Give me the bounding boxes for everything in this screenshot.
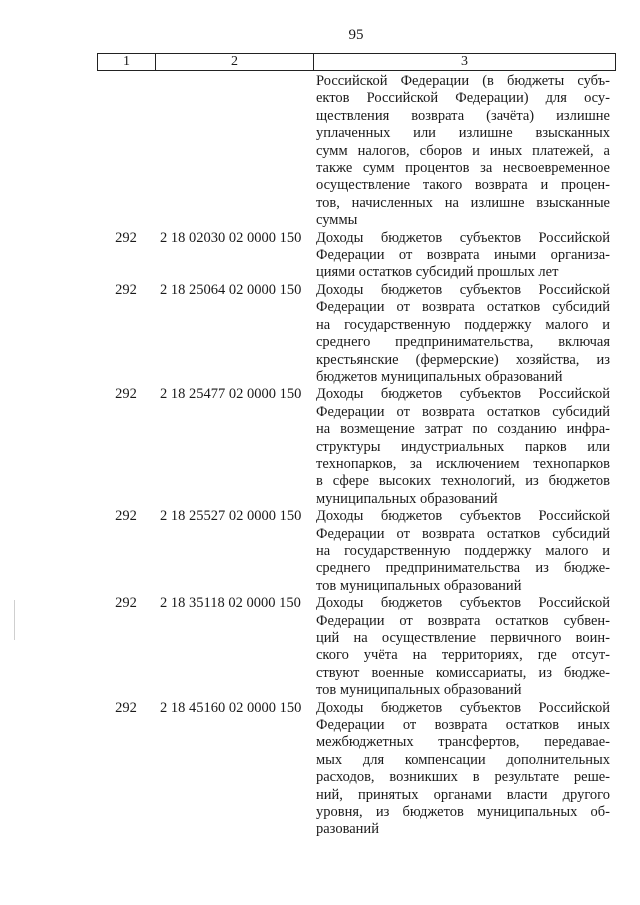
description-line: осуществление такого возврата и процен- [316, 177, 610, 194]
table-body [0, 73, 640, 839]
table-row [0, 595, 640, 699]
description-line: на государственную поддержку малого и [316, 316, 610, 333]
description-line: тов муниципальных образований [316, 682, 522, 699]
page-number: 95 [348, 27, 364, 43]
table-row [0, 73, 640, 230]
description-line: циями остатков субсидий прошлых лет [316, 264, 559, 281]
description-line: Федерации от возврата остатков иных [316, 717, 610, 734]
description-line: Доходы бюджетов субъектов Российской [316, 595, 610, 612]
row-description [316, 73, 610, 230]
description-line: Федерации от возврата остатков субсидий [316, 525, 610, 542]
description-line: структуры индустриальных парков или [316, 438, 610, 455]
description-line: технопарков, за исключением технопарков [316, 455, 610, 472]
description-line: уплаченных или излишне взысканных [316, 125, 610, 142]
description-line: расходов, возникших в результате реше- [316, 769, 610, 786]
description-line: тов муниципальных образований [316, 577, 522, 594]
description-line: ектов Российской Федерации) для осу- [316, 90, 610, 107]
description-line: Российской Федерации (в бюджеты субъ- [316, 73, 610, 89]
column-header-1: 1 [98, 54, 156, 71]
row-description [316, 230, 610, 282]
column-header-3: 3 [314, 54, 616, 71]
description-line: суммы [316, 212, 358, 229]
row-description [316, 508, 610, 595]
column-header-table [97, 53, 616, 71]
description-line: межбюджетных трансфертов, передавае- [316, 734, 610, 751]
scan-edge-mark [14, 600, 15, 640]
description-line: крестьянские (фермерские) хозяйства, из [316, 351, 610, 368]
description-line: мых для компенсации дополнительных [316, 751, 610, 768]
description-line: среднего предпринимательства из бюдже- [316, 560, 610, 577]
description-line: Федерации от возврата остатков субсидий [316, 403, 610, 420]
table-row [0, 508, 640, 595]
row-admin-code: 292 [115, 281, 137, 298]
description-line: в сфере высоких технологий, из бюджетов [316, 473, 610, 490]
description-line: ществления возврата (зачёта) излишне [316, 107, 610, 124]
description-line: ний, принятых органами власти другого [316, 786, 610, 803]
description-line: ствуют военные комиссариаты, из бюдже- [316, 664, 610, 681]
description-line: на возмещение затрат по созданию инфра- [316, 421, 610, 438]
description-line: бюджетов муниципальных образований [316, 368, 563, 385]
row-budget-code: 2 18 25527 02 0000 150 [160, 508, 302, 525]
description-line: на государственную поддержку малого и [316, 542, 610, 559]
row-budget-code: 2 18 02030 02 0000 150 [160, 229, 302, 246]
description-line: Доходы бюджетов субъектов Российской [316, 386, 610, 403]
description-line: Федерации от возврата остатков субвен- [316, 612, 610, 629]
row-admin-code: 292 [115, 508, 137, 525]
description-line: Доходы бюджетов субъектов Российской [316, 699, 610, 716]
row-description [316, 282, 610, 386]
description-line: ского учёта на территориях, где отсут- [316, 647, 610, 664]
row-admin-code: 292 [115, 386, 137, 403]
row-admin-code: 292 [115, 699, 137, 716]
description-line: разований [316, 821, 379, 838]
description-line: Федерации от возврата остатков субсидий [316, 299, 610, 316]
description-line: уровня, из бюджетов муниципальных об- [316, 804, 610, 821]
description-line: также сумм процентов за несвоевременное [316, 160, 610, 177]
description-line: Доходы бюджетов субъектов Российской [316, 229, 610, 246]
row-description [316, 386, 610, 508]
description-line: среднего предпринимательства, включая [316, 334, 610, 351]
row-description [316, 700, 610, 839]
row-budget-code: 2 18 35118 02 0000 150 [160, 595, 301, 612]
row-description [316, 595, 610, 699]
table-row [0, 230, 640, 282]
table-row [0, 282, 640, 386]
description-line: сумм налогов, сборов и иных платежей, а [316, 142, 610, 159]
table-row [0, 700, 640, 839]
row-admin-code: 292 [115, 595, 137, 612]
row-budget-code: 2 18 45160 02 0000 150 [160, 699, 302, 716]
description-line: Доходы бюджетов субъектов Российской [316, 281, 610, 298]
description-line: Федерации от возврата иными организа- [316, 247, 610, 264]
row-admin-code: 292 [115, 229, 137, 246]
table-row [0, 386, 640, 508]
row-budget-code: 2 18 25064 02 0000 150 [160, 281, 302, 298]
row-budget-code: 2 18 25477 02 0000 150 [160, 386, 302, 403]
description-line: тов, начисленных на излишне взысканные [316, 194, 610, 211]
description-line: Доходы бюджетов субъектов Российской [316, 508, 610, 525]
column-header-2: 2 [156, 54, 314, 71]
description-line: ций на осуществление первичного воин- [316, 630, 610, 646]
description-line: муниципальных образований [316, 490, 498, 507]
